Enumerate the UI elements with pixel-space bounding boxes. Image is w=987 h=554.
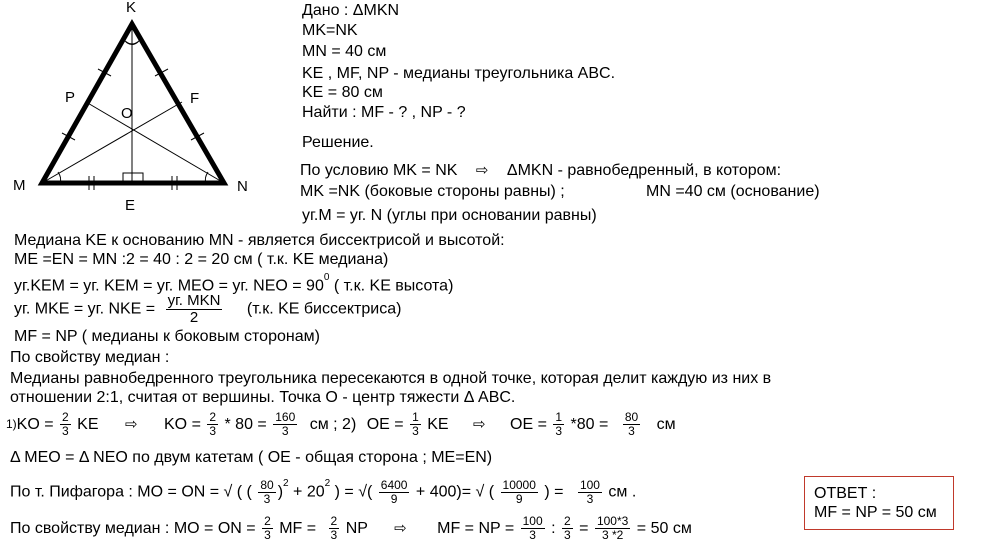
fraction: $\frac{100}{3}$ bbox=[522, 514, 543, 543]
point-label-p: P bbox=[65, 89, 76, 106]
solution-line: уг.KEM = уг. KEM = уг. MEO = уг. NEO = $90^0$ ( т.к. KE высота) bbox=[14, 272, 454, 295]
fraction: $\frac{2}{3}$ bbox=[62, 410, 69, 439]
fraction: $\frac{2}{3}$ bbox=[564, 514, 571, 543]
solution-line: уг. MKE = уг. NKE = $\frac{\text{уг. MKN}}{2}$ (т.к. KE биссектриса) bbox=[14, 292, 402, 326]
solution-line: MN =40 см (основание) bbox=[646, 183, 820, 200]
fraction: $\frac{2}{3}$ bbox=[264, 514, 271, 543]
fraction: $\frac{80}{3}$ bbox=[624, 410, 639, 439]
fraction: $\frac{6400}{9}$ bbox=[380, 477, 408, 506]
given-line: KE = 80 см bbox=[302, 84, 383, 101]
solution-line: $^{1)}$KO = $\frac{2}{3}$ KE ⇨ KO = $\frac{2}{3}$ * 80 = $\frac{160}{3}$ см ; 2) OE = $\frac{1}{3}$ KE ⇨ OE = $\frac{1}{3}$ *80 = $\frac{80}{3}$ см bbox=[6, 410, 676, 439]
vertex-label-m: M bbox=[13, 177, 26, 194]
fraction: $\frac{\text{уг. MKN}}{2}$ bbox=[167, 292, 221, 326]
fraction: $\frac{80}{3}$ bbox=[260, 477, 274, 506]
solution-line: MK =NK (боковые стороны равны) ; bbox=[300, 183, 565, 200]
fraction: $\frac{100*3}{3 *2}$ bbox=[596, 514, 629, 543]
fraction: $\frac{160}{3}$ bbox=[275, 410, 296, 439]
solution-line: По условию MK = NK ⇨ ΔMKN - равнобедренный, в котором: bbox=[300, 161, 782, 179]
point-label-e: E bbox=[125, 197, 136, 214]
solution-line: Δ MEO = Δ NEO по двум катетам ( OE - общая сторона ; ME=EN) bbox=[10, 449, 493, 466]
solution-line: ME =EN = MN :2 = 40 : 2 = 20 см ( т.к. KE медиана) bbox=[14, 251, 389, 268]
triangle-figure bbox=[0, 0, 300, 215]
fraction: $\frac{2}{3}$ bbox=[209, 410, 217, 439]
point-label-o: O bbox=[121, 105, 133, 122]
answer-box bbox=[804, 476, 954, 530]
fraction: $\frac{2}{3}$ bbox=[330, 514, 338, 543]
given-line: MK=NK bbox=[302, 22, 358, 39]
solution-line: По т. Пифагора : MO = ON = √ ( ( $\frac{80}{3}$ )$^2 + 20^2$ ) = √( $\frac{6400}{9}$ + 400)= √ ( $\frac{10000}{9}$ ) = $\frac{100}{3}$ см . bbox=[10, 477, 637, 506]
fraction: $\frac{100}{3}$ bbox=[579, 477, 600, 506]
solution-line: MF = NP ( медианы к боковым сторонам) bbox=[14, 328, 320, 345]
given-line: Найти : MF - ? , NP - ? bbox=[302, 104, 466, 121]
implies-arrow-icon: ⇨ bbox=[475, 161, 489, 179]
fraction: $\frac{1}{3}$ bbox=[555, 410, 563, 439]
answer-title: ОТВЕТ : bbox=[814, 485, 877, 502]
implies-arrow-icon: ⇨ bbox=[124, 415, 138, 433]
given-line: MN = 40 см bbox=[302, 43, 387, 60]
solution-line: уг.M = уг. N (углы при основании равны) bbox=[302, 207, 597, 224]
given-title: Дано : ΔMKN bbox=[302, 2, 400, 19]
given-line: KE , MF, NP - медианы треугольника ABC. bbox=[302, 65, 616, 82]
fraction: $\frac{10000}{9}$ bbox=[502, 477, 536, 506]
solution-line: Медианы равнобедренного треугольника пересекаются в одной точке, которая делит каждую из них в bbox=[10, 370, 772, 387]
solution-line: По свойству медиан : bbox=[10, 349, 170, 366]
fraction: $\frac{1}{3}$ bbox=[412, 410, 419, 439]
implies-arrow-icon: ⇨ bbox=[394, 519, 407, 537]
answer-value: MF = NP = 50 см bbox=[814, 504, 937, 521]
solution-line: отношении 2:1, считая от вершины. Точка O - центр тяжести Δ ABC. bbox=[10, 389, 516, 406]
solution-line: Медиана KE к основанию MN - является биссектрисой и высотой: bbox=[14, 232, 505, 249]
vertex-label-k: K bbox=[126, 0, 137, 16]
implies-arrow-icon: ⇨ bbox=[473, 415, 486, 433]
solution-heading: Решение. bbox=[302, 134, 374, 151]
solution-line: По свойству медиан : MO = ON = $\frac{2}{3}$ MF = $\frac{2}{3}$ NP ⇨ MF = NP = $\frac{100}{3}$ : $\frac{2}{3}$ = $\frac{100*3}{3 *2}$ = 50 см bbox=[10, 514, 692, 543]
point-label-f: F bbox=[190, 90, 200, 107]
vertex-label-n: N bbox=[237, 178, 248, 195]
